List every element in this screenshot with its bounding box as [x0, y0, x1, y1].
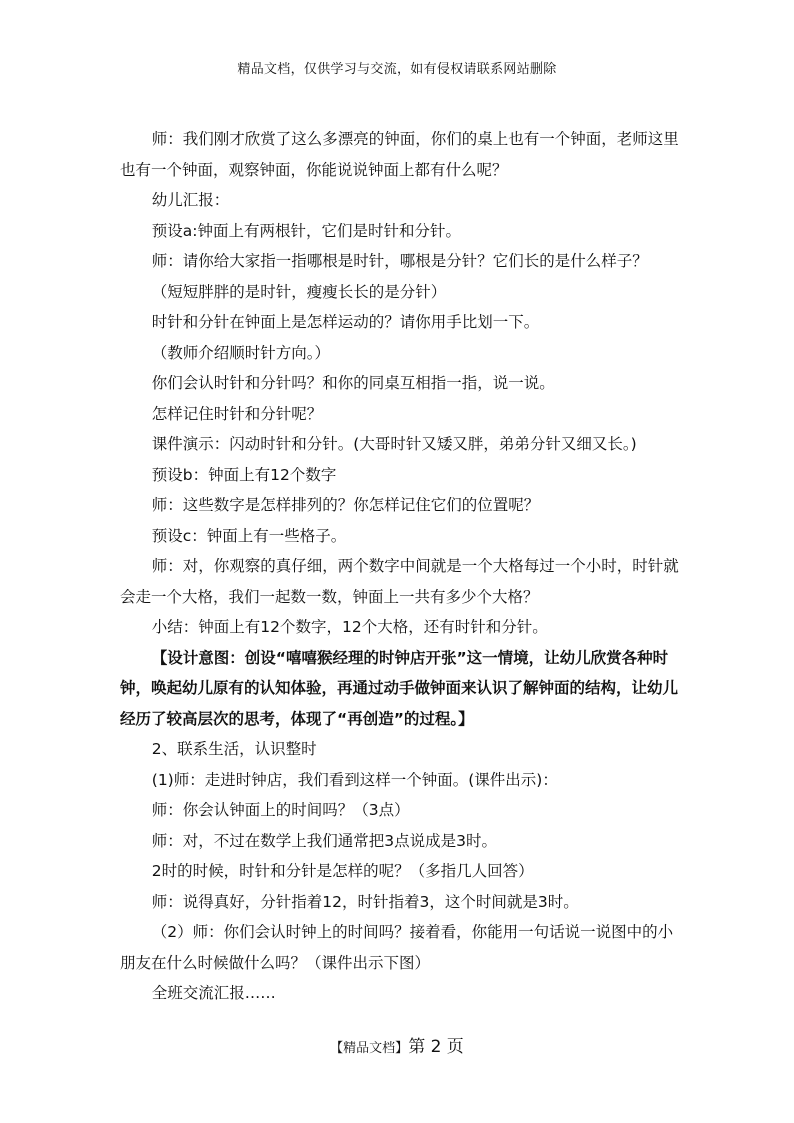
page-footer	[0, 1032, 794, 1057]
paragraph-6: 时针和分针在钟面上是怎样运动的？请你用手比划一下。	[151, 313, 540, 331]
paragraph-13: 预设c：钟面上有一些格子。	[151, 526, 347, 545]
paragraph-1: 师：我们刚才欣赏了这么多漂亮的钟面，你们的桌上也有一个钟面，老师这里也有一个钟面，观察钟面，你能说说钟面上都有什么呢？	[120, 130, 679, 179]
paragraph-4: 师：请你给大家指一指哪根是时针，哪根是分针？它们长的是什么样子？	[151, 252, 648, 270]
paragraph-12: 师：这些数字是怎样排列的？你怎样记住它们的位置呢？	[151, 496, 540, 514]
paragraph-23: （2）师：你们会认时钟上的时间吗？接着看，你能用一句话说一说图中的小朋友在什么时候做什么吗？（课件出示下图）	[120, 923, 674, 972]
page-number: 第 2 页	[408, 1037, 464, 1057]
paragraph-9: 怎样记住时针和分针呢？	[151, 404, 323, 423]
paragraph-21: 2时的时候，时针和分针是怎样的呢？（多指几人回答）	[151, 862, 534, 880]
paragraph-3: 预设a:钟面上有两根针，它们是时针和分针。	[151, 221, 461, 240]
paragraph-15: 小结：钟面上有12个数字，12个大格，还有时针和分针。	[151, 618, 548, 636]
paragraph-18: (1)师：走进时钟店，我们看到这样一个钟面。(课件出示)：	[151, 770, 558, 789]
paragraph-2: 幼儿汇报：	[151, 191, 230, 209]
design-intent-paragraph: 【设计意图：创设“嘻嘻猴经理的时钟店开张”这一情境，让幼儿欣赏各种时钟，唤起幼儿原有的认知体验，再通过动手做钟面来认识了解钟面的结构，让幼儿经历了较高层次的思考，体现了“再创造”的过程。】	[120, 648, 679, 728]
paragraph-7: （教师介绍顺时针方向。）	[151, 343, 331, 362]
document-body	[120, 124, 680, 1009]
paragraph-14: 师：对，你观察的真仔细，两个数字中间就是一个大格每过一个小时，时针就会走一个大格，我们一起数一数，钟面上一共有多少个大格？	[120, 557, 679, 606]
paragraph-10: 课件演示：闪动时针和分针。(大哥时针又矮又胖，弟弟分针又细又长。)	[151, 435, 637, 453]
paragraph-19: 师：你会认钟面上的时间吗？（3点）	[151, 801, 410, 819]
footer-label: 【精品文档】	[330, 1041, 409, 1056]
paragraph-20: 师：对，不过在数学上我们通常把3点说成是3时。	[151, 831, 497, 850]
paragraph-24: 全班交流汇报……	[151, 984, 276, 1002]
paragraph-8: 你们会认时针和分针吗？和你的同桌互相指一指，说一说。	[151, 374, 555, 392]
document-header: 精品文档，仅供学习与交流，如有侵权请联系网站删除	[237, 62, 557, 77]
paragraph-22: 师：说得真好，分针指着12，时针指着3，这个时间就是3时。	[151, 892, 579, 911]
paragraph-11: 预设b：钟面上有12个数字	[151, 465, 337, 484]
section-heading-2: 2、联系生活，认识整时	[151, 740, 317, 758]
paragraph-5: （短短胖胖的是时针，瘦瘦长长的是分针）	[151, 282, 447, 301]
